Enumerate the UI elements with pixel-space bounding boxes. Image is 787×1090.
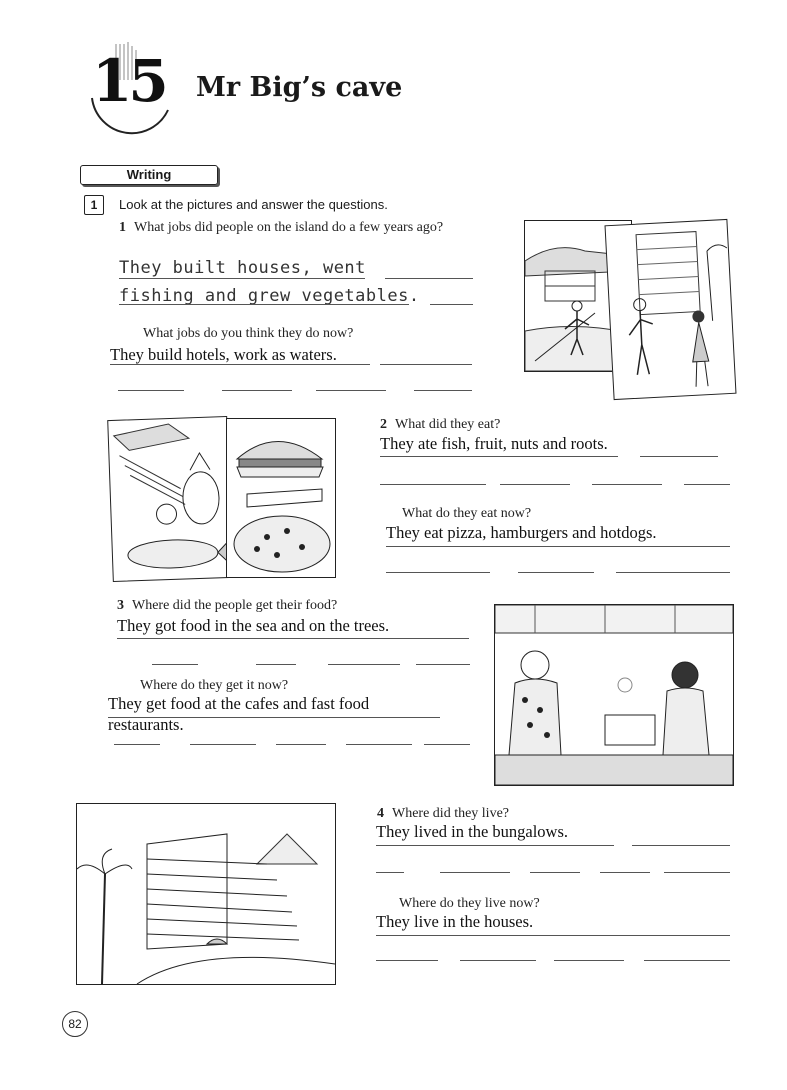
picture-food-now <box>226 418 336 578</box>
question-3-past: 3 Where did the people get their food? <box>117 598 338 613</box>
question-2-now: What do they eat now? <box>402 506 532 521</box>
answer-1-now[interactable]: They build hotels, work as waters. <box>110 345 337 364</box>
question-3-now: Where do they get it now? <box>140 678 289 693</box>
answer-2-now[interactable]: They eat pizza, hamburgers and hotdogs. <box>386 523 657 542</box>
question-1-past: 1 What jobs did people on the island do a few years ago? <box>119 220 444 235</box>
answer-1-past-line1[interactable]: They built houses, went <box>119 258 366 278</box>
picture-island-now <box>605 219 737 400</box>
picture-food-past <box>107 416 233 582</box>
question-4-now: Where do they live now? <box>399 896 540 911</box>
unit-title: Mr Big’s cave <box>196 72 403 103</box>
answer-3-past[interactable]: They got food in the sea and on the trees. <box>117 616 390 635</box>
question-1-now: What jobs do you think they do now? <box>143 326 354 341</box>
answer-4-past[interactable]: They lived in the bungalows. <box>376 822 569 841</box>
answer-3-now-line2[interactable]: restaurants. <box>108 715 184 734</box>
answer-4-now[interactable]: They live in the houses. <box>376 912 534 931</box>
exercise-instruction: Look at the pictures and answer the questions. <box>119 197 388 212</box>
picture-fast-food-restaurant <box>494 604 734 786</box>
question-2-past: 2 What did they eat? <box>380 417 501 432</box>
answer-1-past-line2[interactable]: fishing and grew vegetables. <box>119 286 420 306</box>
answer-3-now-line1[interactable]: They get food at the cafes and fast food <box>108 694 370 713</box>
section-label: Writing <box>80 165 218 185</box>
unit-number: 15 <box>92 47 165 115</box>
question-4-past: 4 Where did they live? <box>377 806 510 821</box>
answer-2-past[interactable]: They ate fish, fruit, nuts and roots. <box>380 434 608 453</box>
page-number: 82 <box>62 1011 88 1037</box>
exercise-number: 1 <box>84 195 104 215</box>
picture-hotel <box>76 803 336 985</box>
